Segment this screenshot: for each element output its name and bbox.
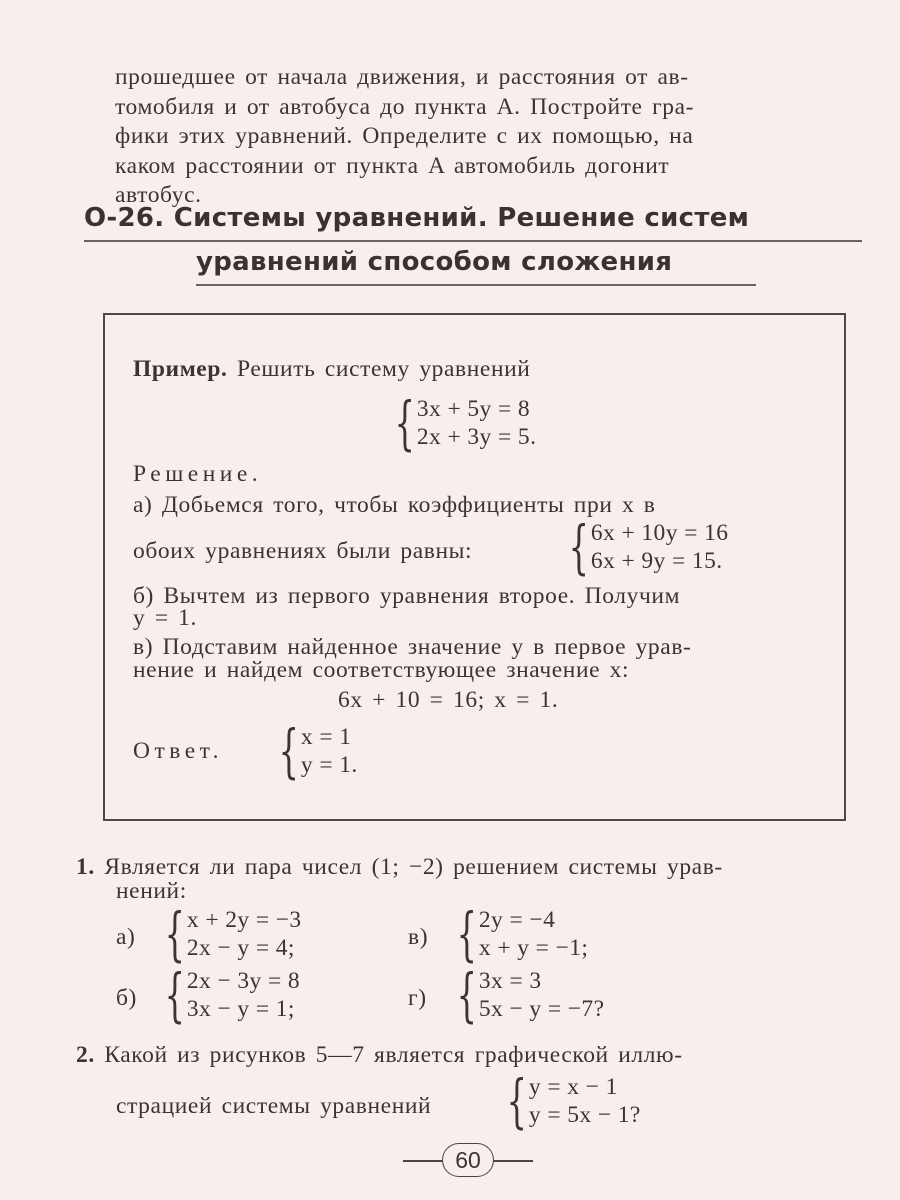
option-label: г) xyxy=(408,985,427,1011)
equation: 2y = −4 xyxy=(478,907,556,933)
equation: 6x + 10y = 16 xyxy=(590,520,729,546)
step-a-system xyxy=(552,513,729,581)
brace-icon: { xyxy=(394,389,415,457)
exercise-2-system xyxy=(490,1067,641,1135)
equation: y = 5x − 1? xyxy=(528,1102,641,1128)
equation: 2x − 3y = 8 xyxy=(186,968,301,994)
equation: x = 1 xyxy=(300,724,352,750)
equation: 5x − y = −7? xyxy=(478,996,605,1022)
step-b-line2: y = 1. xyxy=(133,605,197,631)
exercise-number: 1. xyxy=(76,854,95,880)
brace-icon: { xyxy=(278,717,299,785)
exercise-2 xyxy=(76,1041,683,1071)
intro-line: каком расстоянии от пункта A автомобиль догонит xyxy=(115,152,670,179)
equation: x + y = −1; xyxy=(478,935,589,961)
intro-line: автобус. xyxy=(115,182,202,208)
brace-icon: { xyxy=(568,513,589,581)
option-v-system xyxy=(440,900,589,968)
exercise-number: 2. xyxy=(76,1042,95,1068)
example-label: Пример. xyxy=(133,356,228,382)
equation: y = 1. xyxy=(300,752,358,778)
solution-label: Решение. xyxy=(133,461,263,487)
example-system xyxy=(378,389,537,457)
answer-label: Ответ. xyxy=(133,738,224,764)
section-title-line2: уравнений способом сложения xyxy=(196,247,673,277)
equation: y = x − 1 xyxy=(528,1074,618,1100)
equation: 3x + 5y = 8 xyxy=(416,396,531,422)
option-b-system xyxy=(148,961,301,1029)
option-g-system xyxy=(440,961,605,1029)
answer-system xyxy=(262,717,358,785)
equation: 3x = 3 xyxy=(478,968,542,994)
page-number-rule-left xyxy=(403,1160,443,1162)
equation: 6x + 9y = 15. xyxy=(590,548,723,574)
step-c-line2: нение и найдем соответствующее значение x: xyxy=(133,657,630,683)
example-task xyxy=(133,355,531,385)
heading-underline-2 xyxy=(196,284,756,286)
brace-icon: { xyxy=(164,961,185,1029)
page-number: 60 xyxy=(442,1143,494,1177)
exercise-1-line2: нений: xyxy=(116,878,187,904)
heading-underline-1 xyxy=(84,240,862,242)
brace-icon: { xyxy=(456,900,477,968)
equation: 2x + 3y = 5. xyxy=(416,424,537,450)
section-title-line1: О-26. Системы уравнений. Решение систем xyxy=(84,203,750,233)
step-a-line2: обоих уравнениях были равны: xyxy=(133,538,473,564)
intro-line: фики этих уравнений. Определите с их помощью, на xyxy=(115,123,694,149)
option-label: б) xyxy=(116,985,137,1011)
brace-icon: { xyxy=(164,900,185,968)
step-c-equation: 6x + 10 = 16; x = 1. xyxy=(338,687,559,713)
equation: 2x − y = 4; xyxy=(186,935,295,961)
exercise-text: Какой из рисунков 5—7 является графической иллю- xyxy=(104,1042,683,1068)
step-b-line1: б) Вычтем из первого уравнения второе. Получим xyxy=(133,583,681,609)
intro-line: прошедшее от начала движения, и расстояния от ав- xyxy=(115,64,689,90)
brace-icon: { xyxy=(506,1067,527,1135)
equation: 3x − y = 1; xyxy=(186,996,295,1022)
equation: x + 2y = −3 xyxy=(186,907,302,933)
option-a-system xyxy=(148,900,302,968)
intro-line: томобиля и от автобуса до пункта A. Постройте гра- xyxy=(115,93,695,120)
option-label: а) xyxy=(116,924,136,950)
step-c-line1: в) Подставим найденное значение y в первое урав- xyxy=(133,634,692,660)
brace-icon: { xyxy=(456,961,477,1029)
example-task-text: Решить систему уравнений xyxy=(236,356,531,382)
option-label: в) xyxy=(408,924,429,950)
step-a-line1: а) Добьемся того, чтобы коэффициенты при x в xyxy=(133,492,656,518)
exercise-2-line2: страцией системы уравнений xyxy=(116,1093,432,1119)
exercise-text: Является ли пара чисел (1; −2) решением системы урав- xyxy=(104,854,723,880)
intro-paragraph xyxy=(115,63,694,211)
page-number-rule-right xyxy=(493,1160,533,1162)
